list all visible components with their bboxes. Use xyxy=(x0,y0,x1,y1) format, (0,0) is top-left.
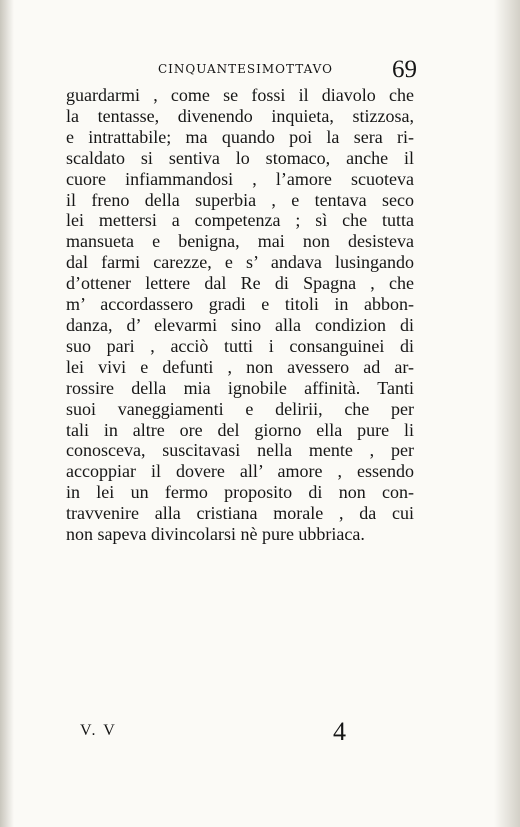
text-line: suoi vaneggiamenti e delirii, che per xyxy=(66,398,414,419)
text-line: m’ accordassero gradi e titoli in abbon- xyxy=(66,294,414,315)
gathering-number: 4 xyxy=(333,717,346,746)
body-text xyxy=(66,85,414,545)
text-line: la tentasse, divenendo inquieta, stizzosa, xyxy=(66,105,414,126)
text-line: e intrattabile; ma quando poi la sera ri- xyxy=(66,126,414,147)
page-number: 69 xyxy=(392,56,417,83)
text-line: conosceva, suscitavasi nella mente , per xyxy=(66,440,414,461)
running-head: CINQUANTESIMOTTAVO xyxy=(158,62,333,76)
text-line: accoppiar il dovere all’ amore , essendo xyxy=(66,461,414,482)
text-line: travvenire alla cristiana morale , da cui xyxy=(66,503,414,524)
text-line: guardarmi , come se fossi il diavolo che xyxy=(66,85,414,105)
text-line: dal farmi carezze, e s’ andava lusingando xyxy=(66,252,414,273)
signature-mark: V. V xyxy=(80,722,117,739)
text-line: cuore infiammandosi , l’amore scuoteva xyxy=(66,168,414,189)
text-line: danza, d’ elevarmi sino alla condizion di xyxy=(66,314,414,335)
text-line: il freno della superbia , e tentava seco xyxy=(66,189,414,210)
page-left-edge-shadow xyxy=(0,0,14,827)
text-line: suo pari , acciò tutti i consanguinei di xyxy=(66,335,414,356)
text-line: scaldato si sentiva lo stomaco, anche il xyxy=(66,147,414,168)
text-line: lei mettersi a competenza ; sì che tutta xyxy=(66,210,414,231)
text-line: in lei un fermo proposito di non con- xyxy=(66,482,414,503)
text-line: mansueta e benigna, mai non desisteva xyxy=(66,231,414,252)
text-line: non sapeva divincolarsi nè pure ubbriaca. xyxy=(66,524,365,545)
page-right-edge-shadow xyxy=(494,0,520,827)
text-line: lei vivi e defunti , non avessero ad ar- xyxy=(66,356,414,377)
text-line: d’ottener lettere dal Re di Spagna , che xyxy=(66,273,414,294)
text-line: tali in altre ore del giorno ella pure li xyxy=(66,419,414,440)
text-line: rossire della mia ignobile affinità. Tanti xyxy=(66,377,414,398)
